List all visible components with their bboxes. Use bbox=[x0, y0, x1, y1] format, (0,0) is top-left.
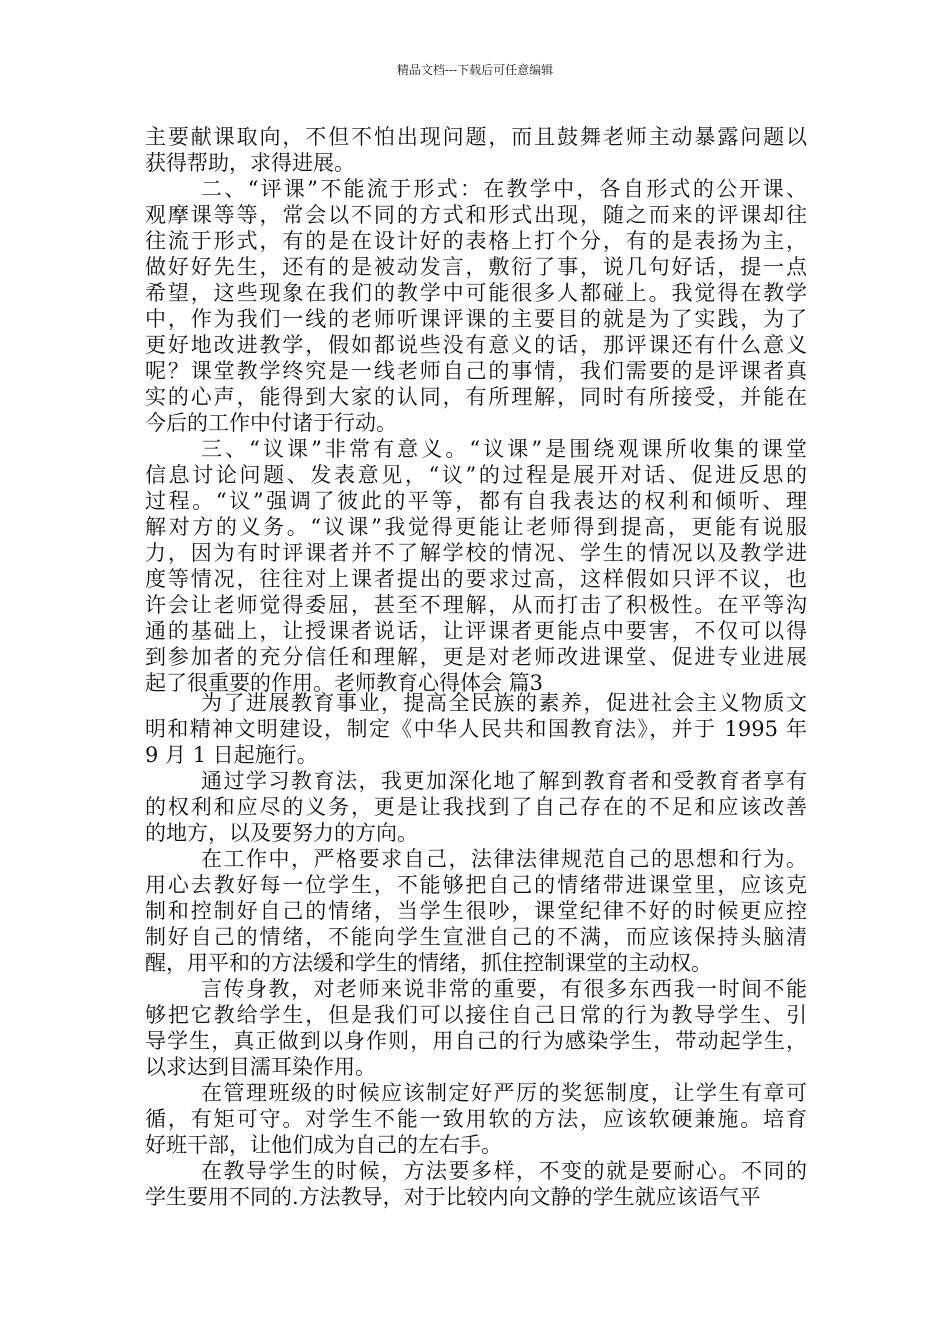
text-line: 制好自己的情绪，不能向学生宣泄自己的不满，而应该保持头脑清 bbox=[145, 925, 807, 949]
text-line: 解对方的义务。“议课”我觉得更能让老师得到提高，更能有说服 bbox=[145, 515, 807, 539]
text-line: 主要献课取向，不但不怕出现问题，而且鼓舞老师主动暴露问题以 bbox=[145, 125, 807, 149]
text-line: 通的基础上，让授课者说话，让评课者更能点中要害，不仅可以得 bbox=[145, 619, 807, 643]
text-line: 更好地改进教学，假如都说些没有意义的话，那评课还有什么意义 bbox=[145, 333, 807, 357]
text-line: 的权利和应尽的义务，更是让我找到了自己存在的不足和应该改善 bbox=[145, 795, 807, 819]
page-header: 精品文档---下载后可任意编辑 bbox=[396, 63, 554, 77]
text-line: 获得帮助，求得进展。 bbox=[145, 151, 355, 175]
text-line: 言传身教，对老师来说非常的重要，有很多东西我一时间不能 bbox=[201, 977, 807, 1001]
text-line: 做好好先生，还有的是被动发言，敷衍了事，说几句好话，提一点 bbox=[145, 255, 807, 279]
text-line: 观摩课等等，常会以不同的方式和形式出现，随之而来的评课却往 bbox=[145, 203, 807, 227]
text-line: 明和精神文明建设，制定《中华人民共和国教育法》，并于 1995 年 bbox=[145, 717, 807, 741]
text-line: 起了很重要的作用。老师教育心得体会 篇3 bbox=[145, 671, 544, 695]
text-line: 为了进展教育事业，提高全民族的素养，促进社会主义物质文 bbox=[201, 691, 807, 715]
text-line: 力，因为有时评课者并不了解学校的情况、学生的情况以及教学进 bbox=[145, 541, 807, 565]
text-line: 制和控制好自己的情绪，当学生很吵，课堂纪律不好的时候更应控 bbox=[145, 899, 807, 923]
text-line: 信息讨论问题、发表意见，“议”的过程是展开对话、促进反思的 bbox=[145, 463, 807, 487]
text-line: 二、“评课”不能流于形式：在教学中，各自形式的公开课、 bbox=[201, 177, 807, 201]
text-line: 循，有矩可守。对学生不能一致用软的方法，应该软硬兼施。培育 bbox=[145, 1107, 807, 1131]
text-line: 许会让老师觉得委屈，甚至不理解，从而打击了积极性。在平等沟 bbox=[145, 593, 807, 617]
text-line: 通过学习教育法，我更加深化地了解到教育者和受教育者享有 bbox=[201, 769, 807, 793]
text-line: 学生要用不同的.方法教导，对于比较内向文静的学生就应该语气平 bbox=[145, 1185, 761, 1209]
text-line: 过程。“议”强调了彼此的平等，都有自我表达的权利和倾听、理 bbox=[145, 489, 807, 513]
text-line: 在教导学生的时候，方法要多样，不变的就是要耐心。不同的 bbox=[201, 1159, 807, 1183]
text-line: 到参加者的充分信任和理解，更是对老师改进课堂、促进专业进展 bbox=[145, 645, 807, 669]
text-line: 呢？课堂教学终究是一线老师自己的事情，我们需要的是评课者真 bbox=[145, 359, 807, 383]
text-line: 以求达到目濡耳染作用。 bbox=[145, 1055, 376, 1079]
text-line: 中，作为我们一线的老师听课评课的主要目的就是为了实践，为了 bbox=[145, 307, 807, 331]
text-line: 三、“议课”非常有意义。“议课”是围绕观课所收集的课堂 bbox=[201, 437, 807, 461]
text-line: 希望，这些现象在我们的教学中可能很多人都碰上。我觉得在教学 bbox=[145, 281, 807, 305]
text-line: 醒，用平和的方法缓和学生的情绪，抓住控制课堂的主动权。 bbox=[145, 951, 712, 975]
document-body-section-b bbox=[145, 690, 807, 1210]
text-line: 在管理班级的时候应该制定好严厉的奖惩制度，让学生有章可 bbox=[201, 1081, 807, 1105]
document-body-section-a bbox=[145, 124, 807, 696]
text-line: 在工作中，严格要求自己，法律法律规范自己的思想和行为。 bbox=[201, 847, 807, 871]
text-line: 度等情况，往往对上课者提出的要求过高，这样假如只评不议，也 bbox=[145, 567, 807, 591]
text-line: 今后的工作中付诸于行动。 bbox=[145, 411, 397, 435]
text-line: 导学生，真正做到以身作则，用自己的行为感染学生，带动起学生， bbox=[145, 1029, 807, 1053]
text-line: 实的心声，能得到大家的认同，有所理解，同时有所接受，并能在 bbox=[145, 385, 807, 409]
text-line: 的地方，以及要努力的方向。 bbox=[145, 821, 418, 845]
text-line: 9 月 1 日起施行。 bbox=[145, 743, 318, 767]
text-line: 好班干部，让他们成为自己的左右手。 bbox=[145, 1133, 502, 1157]
text-line: 用心去教好每一位学生，不能够把自己的情绪带进课堂里，应该克 bbox=[145, 873, 807, 897]
text-line: 够把它教给学生，但是我们可以接住自己日常的行为教导学生、引 bbox=[145, 1003, 807, 1027]
text-line: 往流于形式，有的是在设计好的表格上打个分，有的是表扬为主， bbox=[145, 229, 807, 253]
